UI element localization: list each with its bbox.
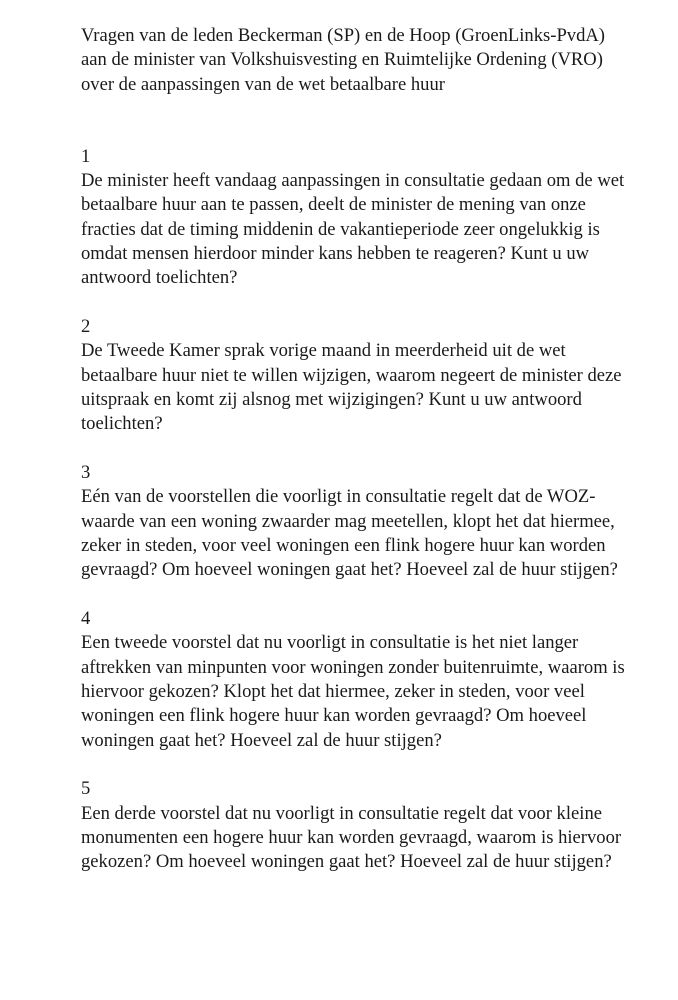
question-text: Een tweede voorstel dat nu voorligt in consultatie is het niet langer aftrekken van minpunten voor woningen zonder buitenruimte, waarom is hiervoor gekozen? Klopt het dat hiermee, zeker in steden, voor veel woningen een flink hogere huur kan worden gevraagd? Om hoeveel woningen gaat het? Hoeveel zal de huur stijgen?: [81, 632, 625, 751]
question-text: Eén van de voorstellen die voorligt in consultatie regelt dat de WOZ-waarde van een woning zwaarder mag meetellen, klopt het dat hiermee, zeker in steden, voor veel woningen een flink hogere huur kan worden gevraagd? Om hoeveel woningen gaat het? Hoeveel zal de huur stijgen?: [81, 486, 618, 581]
question-item: [81, 315, 641, 436]
document-page: [81, 24, 641, 899]
question-item: [81, 777, 641, 874]
question-text: Een derde voorstel dat nu voorligt in consultatie regelt dat voor kleine monumenten een hogere huur kan worden gevraagd, waarom is hiervoor gekozen? Om hoeveel woningen gaat het? Hoeveel zal de huur stijgen?: [81, 802, 622, 873]
question-text: De minister heeft vandaag aanpassingen in consultatie gedaan om de wet betaalbare huur aan te passen, deelt de minister de mening van onze fracties dat de timing middenin de vakantieperiode zeer ongelukkig is omdat mensen hierdoor minder kans hebben te reageren? Kunt u uw antwoord toelichten?: [81, 170, 625, 289]
question-item: [81, 461, 641, 582]
question-item: [81, 607, 641, 753]
question-item: [81, 145, 641, 291]
question-text: De Tweede Kamer sprak vorige maand in meerderheid uit de wet betaalbare huur niet te willen wijzigen, waarom negeert de minister deze uitspraak en komt zij alsnog met wijzigingen? Kunt u uw antwoord toelichten?: [81, 340, 622, 435]
question-number: 4: [81, 608, 91, 630]
question-number: 2: [81, 316, 91, 338]
question-number: 1: [81, 145, 91, 167]
intro-paragraph: Vragen van de leden Beckerman (SP) en de Hoop (GroenLinks-PvdA) aan de minister van Volkshuisvesting en Ruimtelijke Ordening (VRO) over de aanpassingen van de wet betaalbare huur: [81, 25, 606, 95]
question-number: 3: [81, 462, 91, 484]
question-number: 5: [81, 778, 91, 800]
